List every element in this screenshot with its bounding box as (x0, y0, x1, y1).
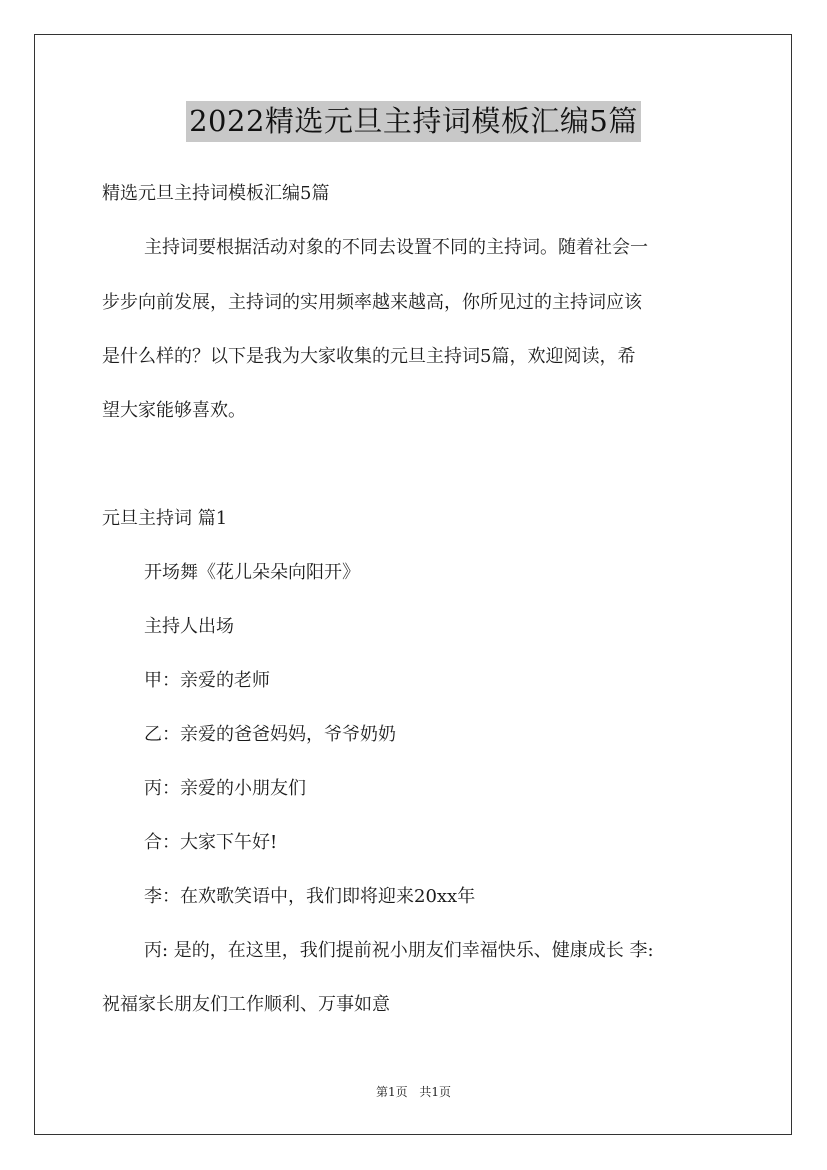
title-container (0, 101, 827, 142)
intro-line: 主持词要根据活动对象的不同去设置不同的主持词。随着社会一 (144, 237, 648, 258)
script-line: 主持人出场 (144, 616, 234, 637)
script-line: 丙：亲爱的小朋友们 (144, 778, 306, 799)
script-line: 祝福家长朋友们工作顺利、万事如意 (102, 994, 390, 1015)
script-line: 甲：亲爱的老师 (144, 670, 270, 691)
script-line: 合：大家下午好! (144, 832, 278, 853)
page-number: 第1页 (375, 1085, 408, 1099)
document-subtitle: 精选元旦主持词模板汇编5篇 (102, 183, 330, 204)
page-total: 共1页 (419, 1085, 452, 1099)
document-title: 2022精选元旦主持词模板汇编5篇 (186, 101, 641, 142)
section-heading: 元旦主持词 篇1 (102, 508, 228, 529)
intro-line: 望大家能够喜欢。 (102, 400, 246, 421)
script-line: 乙：亲爱的爸爸妈妈，爷爷奶奶 (144, 724, 396, 745)
intro-line: 步步向前发展，主持词的实用频率越来越高，你所见过的主持词应该 (102, 292, 642, 313)
script-line: 丙: 是的，在这里，我们提前祝小朋友们幸福快乐、健康成长 李: (144, 940, 654, 961)
script-line: 李：在欢歌笑语中，我们即将迎来20xx年 (144, 886, 476, 907)
script-line: 开场舞《花儿朵朵向阳开》 (144, 562, 360, 583)
intro-line: 是什么样的？以下是我为大家收集的元旦主持词5篇，欢迎阅读，希 (102, 346, 636, 367)
page-footer (0, 1084, 827, 1100)
